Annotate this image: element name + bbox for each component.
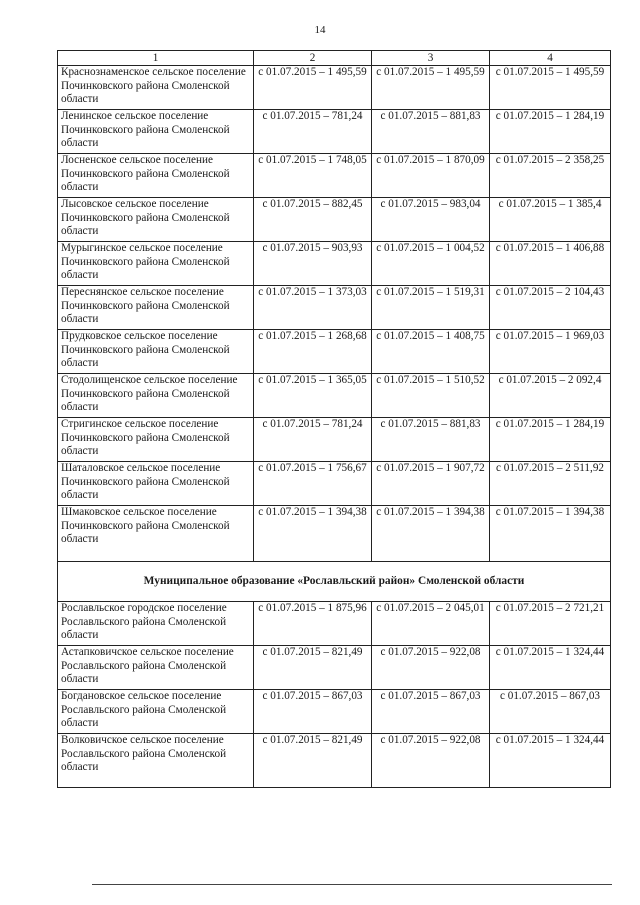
table-body (58, 66, 611, 788)
table-row (58, 330, 611, 374)
rate-cell-col3: с 01.07.2015 – 1 510,52 (372, 374, 490, 418)
settlement-name: Краснознаменское сельское поселение Починковского района Смоленской области (58, 66, 254, 110)
column-header-4: 4 (490, 51, 611, 66)
column-header-1: 1 (58, 51, 254, 66)
rate-cell-col4: с 01.07.2015 – 2 104,43 (490, 286, 611, 330)
rate-cell-col4: с 01.07.2015 – 1 969,03 (490, 330, 611, 374)
rate-cell-col2: с 01.07.2015 – 1 875,96 (254, 602, 372, 646)
page-number: 14 (314, 24, 326, 36)
rate-cell-col2: с 01.07.2015 – 781,24 (254, 418, 372, 462)
settlement-name: Волковичское сельское поселение Рославльского района Смоленской области (58, 734, 254, 788)
table-header (58, 51, 611, 66)
rate-cell-col3: с 01.07.2015 – 1 004,52 (372, 242, 490, 286)
rate-cell-col3: с 01.07.2015 – 881,83 (372, 110, 490, 154)
footer-divider (92, 884, 612, 885)
settlement-name: Астапковичское сельское поселение Рославльского района Смоленской области (58, 646, 254, 690)
rate-cell-col2: с 01.07.2015 – 781,24 (254, 110, 372, 154)
rate-cell-col2: с 01.07.2015 – 1 268,68 (254, 330, 372, 374)
rate-cell-col2: с 01.07.2015 – 821,49 (254, 734, 372, 788)
settlement-name: Переснянское сельское поселение Починковского района Смоленской области (58, 286, 254, 330)
rate-cell-col2: с 01.07.2015 – 903,93 (254, 242, 372, 286)
table-row (58, 242, 611, 286)
tariff-table (57, 50, 611, 788)
rate-cell-col3: с 01.07.2015 – 1 394,38 (372, 506, 490, 562)
column-header-3: 3 (372, 51, 490, 66)
rate-cell-col3: с 01.07.2015 – 881,83 (372, 418, 490, 462)
rate-cell-col3: с 01.07.2015 – 922,08 (372, 734, 490, 788)
settlement-name: Стригинское сельское поселение Починковского района Смоленской области (58, 418, 254, 462)
rate-cell-col4: с 01.07.2015 – 1 406,88 (490, 242, 611, 286)
rate-cell-col2: с 01.07.2015 – 821,49 (254, 646, 372, 690)
rate-cell-col4: с 01.07.2015 – 1 284,19 (490, 418, 611, 462)
rate-cell-col3: с 01.07.2015 – 1 519,31 (372, 286, 490, 330)
rate-cell-col4: с 01.07.2015 – 1 324,44 (490, 734, 611, 788)
table-row (58, 462, 611, 506)
column-header-2: 2 (254, 51, 372, 66)
table-row (58, 66, 611, 110)
table-row (58, 198, 611, 242)
table-row (58, 418, 611, 462)
rate-cell-col3: с 01.07.2015 – 1 408,75 (372, 330, 490, 374)
rate-cell-col2: с 01.07.2015 – 1 373,03 (254, 286, 372, 330)
rate-cell-col3: с 01.07.2015 – 1 495,59 (372, 66, 490, 110)
rate-cell-col4: с 01.07.2015 – 2 092,4 (490, 374, 611, 418)
rate-cell-col2: с 01.07.2015 – 867,03 (254, 690, 372, 734)
settlement-name: Рославльское городское поселение Рославльского района Смоленской области (58, 602, 254, 646)
settlement-name: Прудковское сельское поселение Починковского района Смоленской области (58, 330, 254, 374)
rate-cell-col4: с 01.07.2015 – 2 358,25 (490, 154, 611, 198)
rate-cell-col4: с 01.07.2015 – 1 394,38 (490, 506, 611, 562)
table-row (58, 374, 611, 418)
section-heading-row (58, 562, 611, 602)
rate-cell-col4: с 01.07.2015 – 867,03 (490, 690, 611, 734)
rate-cell-col3: с 01.07.2015 – 922,08 (372, 646, 490, 690)
rate-cell-col2: с 01.07.2015 – 1 394,38 (254, 506, 372, 562)
table-row (58, 646, 611, 690)
rate-cell-col2: с 01.07.2015 – 1 756,67 (254, 462, 372, 506)
settlement-name: Стодолищенское сельское поселение Починковского района Смоленской области (58, 374, 254, 418)
rate-cell-col2: с 01.07.2015 – 1 495,59 (254, 66, 372, 110)
table-row (58, 690, 611, 734)
settlement-name: Шаталовское сельское поселение Починковского района Смоленской области (58, 462, 254, 506)
rate-cell-col3: с 01.07.2015 – 1 907,72 (372, 462, 490, 506)
rate-cell-col4: с 01.07.2015 – 2 721,21 (490, 602, 611, 646)
rate-cell-col3: с 01.07.2015 – 867,03 (372, 690, 490, 734)
table-row (58, 110, 611, 154)
settlement-name: Мурыгинское сельское поселение Починковского района Смоленской области (58, 242, 254, 286)
settlement-name: Лосненское сельское поселение Починковского района Смоленской области (58, 154, 254, 198)
rate-cell-col2: с 01.07.2015 – 882,45 (254, 198, 372, 242)
rate-cell-col4: с 01.07.2015 – 1 324,44 (490, 646, 611, 690)
rate-cell-col3: с 01.07.2015 – 1 870,09 (372, 154, 490, 198)
settlement-name: Богдановское сельское поселение Рославльского района Смоленской области (58, 690, 254, 734)
settlement-name: Ленинское сельское поселение Починковского района Смоленской области (58, 110, 254, 154)
table-row (58, 734, 611, 788)
rate-cell-col3: с 01.07.2015 – 2 045,01 (372, 602, 490, 646)
section-title: Муниципальное образование «Рославльский район» Смоленской области (58, 562, 611, 602)
rate-cell-col4: с 01.07.2015 – 2 511,92 (490, 462, 611, 506)
table-row (58, 286, 611, 330)
rate-cell-col3: с 01.07.2015 – 983,04 (372, 198, 490, 242)
rate-cell-col2: с 01.07.2015 – 1 748,05 (254, 154, 372, 198)
rate-cell-col4: с 01.07.2015 – 1 385,4 (490, 198, 611, 242)
rate-cell-col4: с 01.07.2015 – 1 495,59 (490, 66, 611, 110)
settlement-name: Лысовское сельское поселение Починковского района Смоленской области (58, 198, 254, 242)
table-row (58, 506, 611, 562)
table-row (58, 154, 611, 198)
rate-cell-col2: с 01.07.2015 – 1 365,05 (254, 374, 372, 418)
rate-cell-col4: с 01.07.2015 – 1 284,19 (490, 110, 611, 154)
table-row (58, 602, 611, 646)
settlement-name: Шмаковское сельское поселение Починковского района Смоленской области (58, 506, 254, 562)
